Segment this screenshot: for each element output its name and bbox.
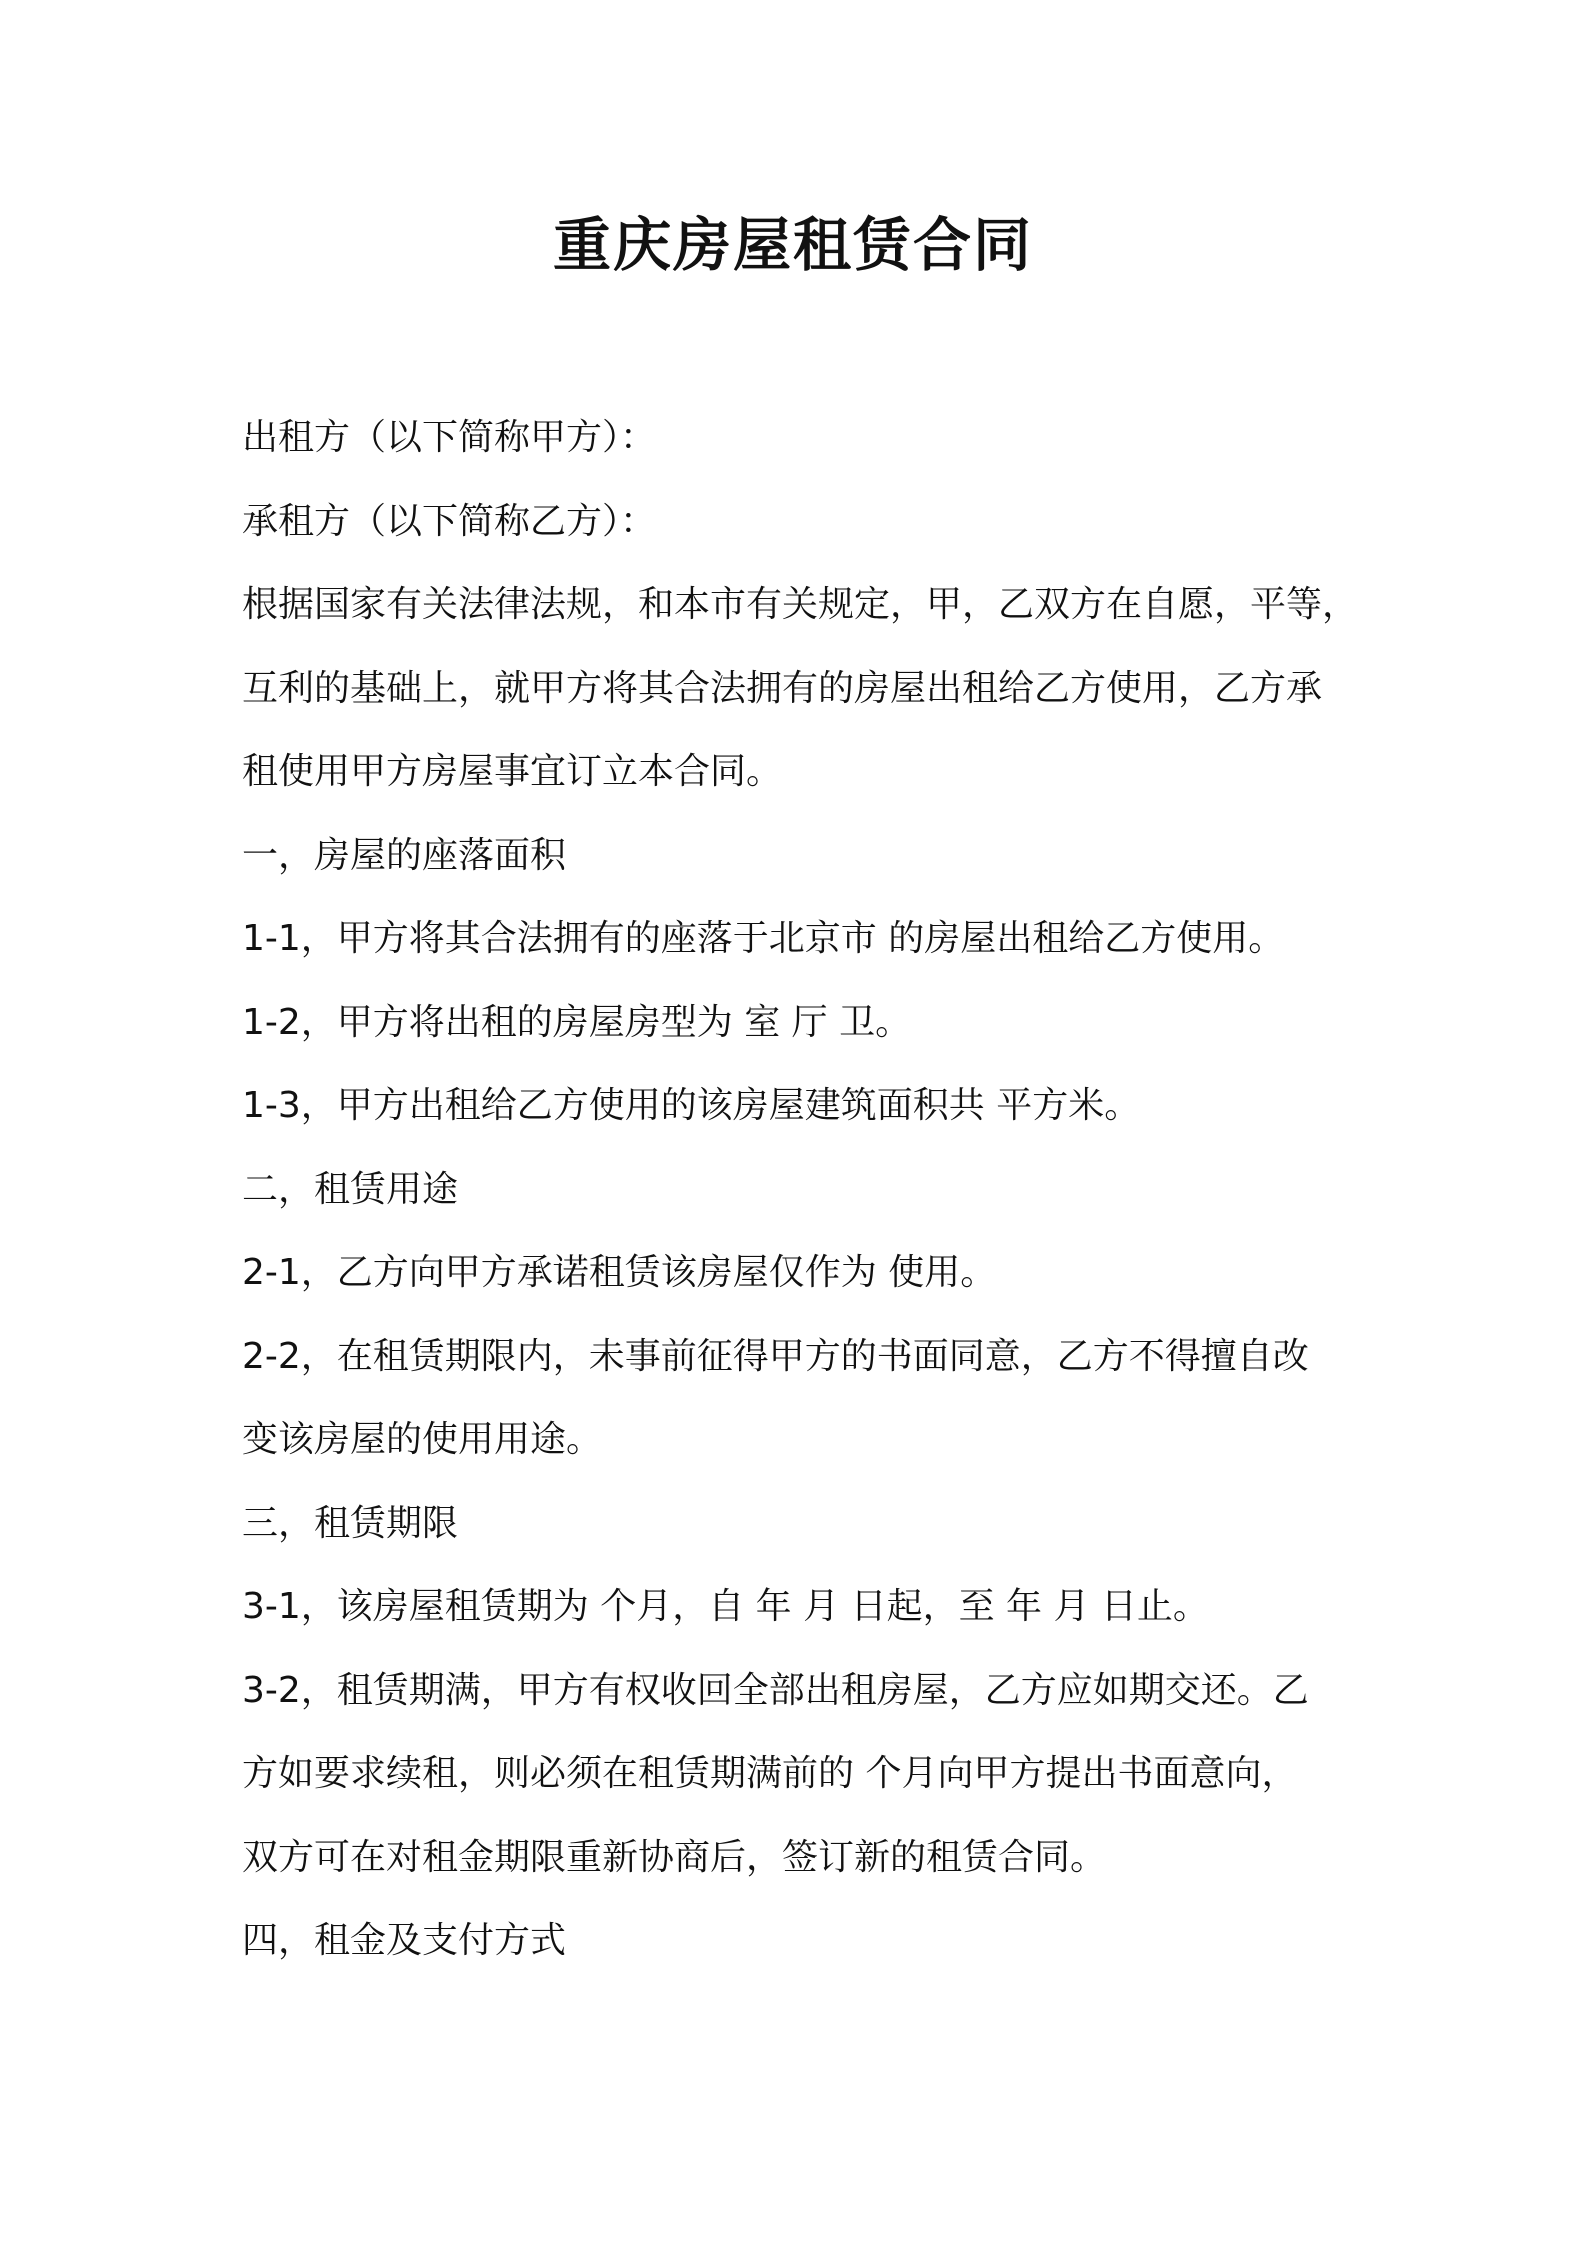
clause-2-2-line-2: 变该房屋的使用用途。 [242,1419,603,1460]
clause-2-1: 2-1，乙方向甲方承诺租赁该房屋仅作为 使用。 [242,1252,997,1293]
lessor-line: 出租方（以下简称甲方）： [242,417,657,458]
preamble-line-2: 互利的基础上，就甲方将其合法拥有的房屋出租给乙方使用，乙方承 [242,667,1323,709]
clause-1-2: 1-2，甲方将出租的房屋房型为 室 厅 卫。 [242,1001,912,1043]
section-1-heading: 一，房屋的座落面积 [242,834,567,876]
section-3-heading: 三，租赁期限 [242,1502,459,1544]
clause-2-2-line-1: 2-2，在租赁期限内，未事前征得甲方的书面同意，乙方不得擅自改 [242,1335,1309,1377]
clause-3-2-line-2: 方如要求续租，则必须在租赁期满前的 个月向甲方提出书面意向， [242,1753,1298,1794]
clause-3-2-line-3: 双方可在对租金期限重新协商后，签订新的租赁合同。 [242,1836,1107,1878]
document-body [242,396,1362,1983]
clause-1-1: 1-1，甲方将其合法拥有的座落于北京市 的房屋出租给乙方使用。 [242,918,1285,959]
lessee-line: 承租方（以下简称乙方）： [242,500,657,542]
clause-1-3: 1-3，甲方出租给乙方使用的该房屋建筑面积共 平方米。 [242,1085,1141,1126]
document-title: 重庆房屋租赁合同 [552,211,1033,279]
section-4-heading: 四，租金及支付方式 [242,1920,567,1961]
section-2-heading: 二，租赁用途 [242,1168,459,1210]
clause-3-2-line-1: 3-2，租赁期满，甲方有权收回全部出租房屋，乙方应如期交还。乙 [242,1669,1309,1711]
preamble-line-3: 租使用甲方房屋事宜订立本合同。 [242,751,783,792]
preamble-line-1: 根据国家有关法律法规，和本市有关规定，甲，乙双方在自愿，平等， [242,584,1359,625]
clause-3-1: 3-1，该房屋租赁期为 个月，自 年 月 日起，至 年 月 日止。 [242,1586,1209,1627]
